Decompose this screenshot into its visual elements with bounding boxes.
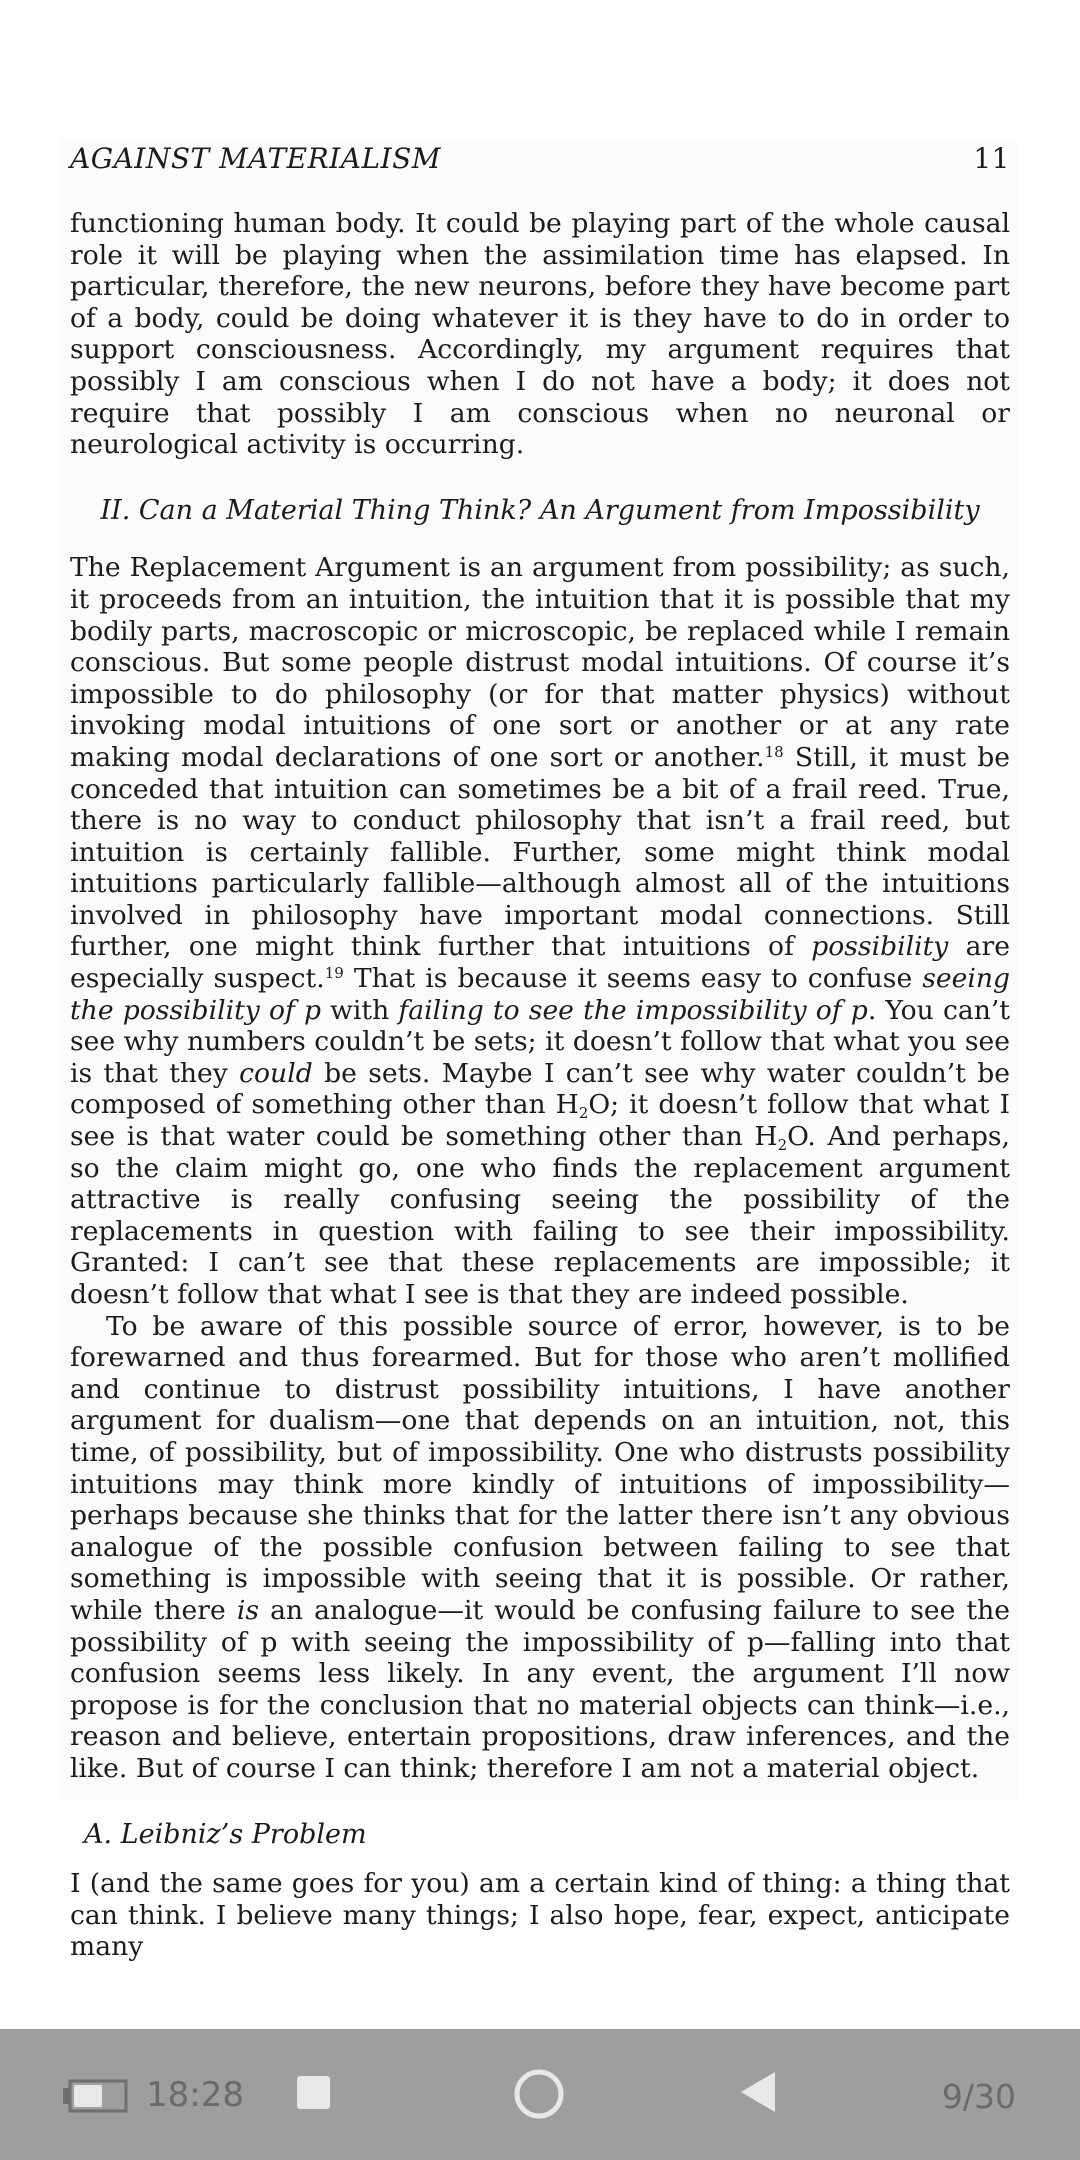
page-counter: 9/30 (941, 2077, 1016, 2116)
footnote-marker[interactable]: 18 (764, 742, 784, 761)
running-header (70, 142, 1010, 182)
paragraph: To be aware of this possible source of error, however, is to be forewarned and thus forearmed. But for those who aren’t mollified and continue to distrust possibility intuitions, I have another argument for dualism—one that depends on an intuition, not, this time, of possibility, but of impossibility. One who distrusts possibility intuitions may think more kindly of intuitions of impossibility—perhaps because she thinks that for the latter there isn’t any obvious analogue of the possible confusion between failing to see that something is impossible with seeing that it is possible. Or rather, while there is an analogue—it would be confusing failure to see the possibility of p with seeing the impossibility of p—falling into that confusion seems less likely. In any event, the argument I’ll now propose is for the conclusion that no material objects can think—i.e., reason and believe, entertain propositions, draw inferences, and the like. But of course I can think; therefore I am not a material object. (70, 1310, 1010, 1784)
running-title: AGAINST MATERIALISM (70, 142, 441, 175)
page-number: 11 (973, 142, 1010, 175)
clock: 18:28 (146, 2075, 244, 2115)
paragraph: The Replacement Argument is an argument from possibility; as such, it proceeds from an intuition, the intuition that it is possible that my bodily parts, macroscopic or microscopic, be replaced while I remain conscious. But some people distrust modal intuitions. Of course it’s impossible to do philosophy (or for that matter physics) without invoking modal intuitions of one sort or another or at any rate making modal declarations of one sort or another.$^{18}$ Still, it must be conceded that intuition can sometimes be a bit of a frail reed. True, there is no way to conduct philosophy that isn’t a frail reed, but intuition is certainly fallible. Further, some might think modal intuitions particularly fallible—although almost all of the intuitions involved in philosophy have important modal connections. Still further, one might think further that intuitions of possibility are especially suspect.$^{19}$ That is because it seems easy to confuse seeing the possibility of p with failing to see the impossibility of p. You can’t see why numbers couldn’t be sets; it doesn’t follow that what you see is that they could be sets. Maybe I can’t see why water couldn’t be composed of something other than $H_2O$; it doesn’t follow that what I see is that water could be something other than $H_2O$. And perhaps, so the claim might go, one who finds the replacement argument attractive is really confusing seeing the possibility of the replacements in question with failing to see their impossibility. Granted: I can’t see that these replacements are impossible; it doesn’t follow that what I see is that they are indeed possible. (70, 552, 1011, 1310)
recents-icon[interactable] (297, 2076, 330, 2109)
subsection-heading: A. Leibniz’s Problem (84, 1818, 367, 1850)
page-text (70, 208, 1010, 1963)
battery-icon (62, 2079, 128, 2113)
navigation-bar (0, 2029, 1080, 2160)
home-icon[interactable] (513, 2068, 565, 2120)
back-icon[interactable] (741, 2072, 775, 2112)
section-heading: II. Can a Material Thing Think? An Argument from Impossibility (100, 494, 980, 526)
paragraph: functioning human body. It could be playing part of the whole causal role it will be playing when the assimilation time has elapsed. In particular, therefore, the new neurons, before they have become part of a body, could be doing whatever it is they have to do in order to support consciousness. Accordingly, my argument requires that possibly I am conscious when I do not have a body; it does not require that possibly I am conscious when no neuronal or neurological activity is occurring. (70, 208, 1010, 461)
footnote-marker[interactable]: 19 (324, 964, 344, 983)
paragraph: I (and the same goes for you) am a certain kind of thing: a thing that can think. I believe many things; I also hope, fear, expect, anticipate many (70, 1868, 1010, 1963)
